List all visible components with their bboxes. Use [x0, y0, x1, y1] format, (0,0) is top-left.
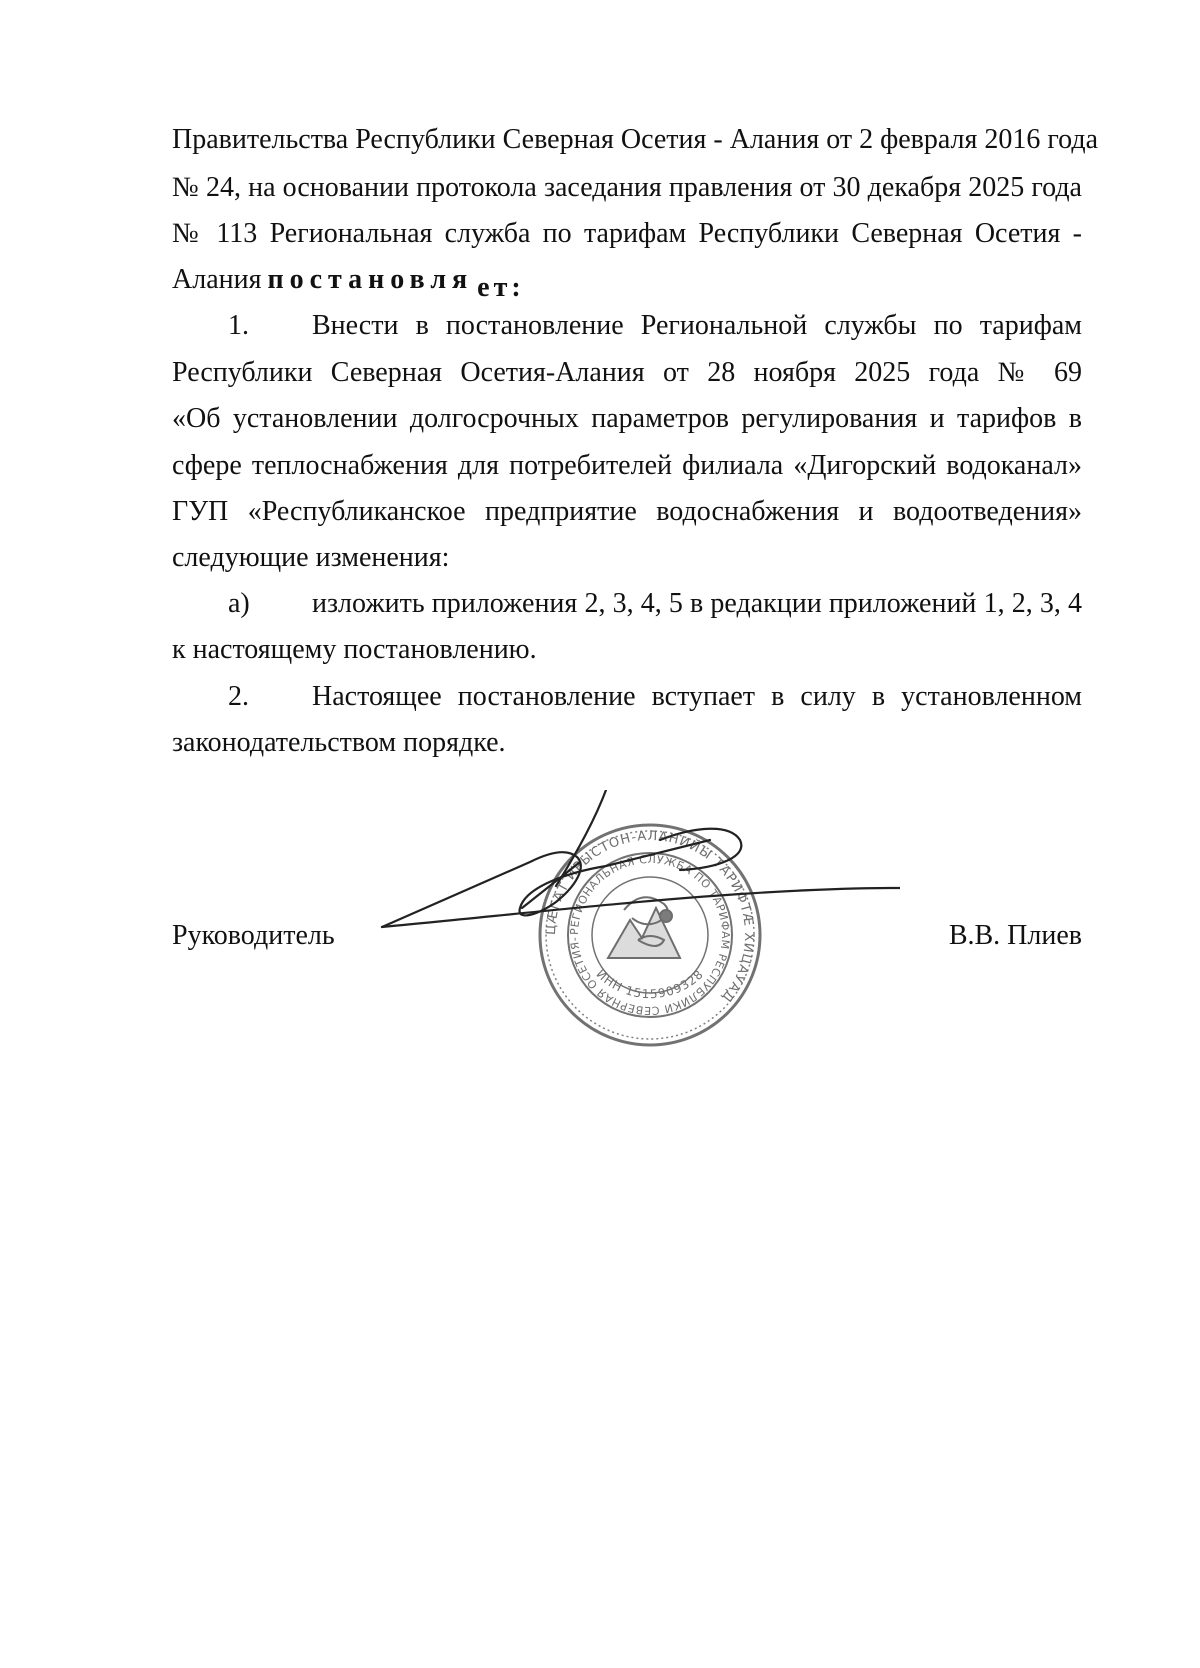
item-1-line-4: сфере теплоснабжения для потребителей филиала «Дигорский водоканал» [172, 450, 1082, 481]
item-1-line-1: Внести в постановление Региональной службы по тарифам [312, 310, 1082, 341]
resolves-word: постановля [267, 264, 474, 295]
item-a-marker: а) [228, 588, 250, 619]
signatory-title: Руководитель [172, 920, 335, 951]
item-a-line-1: изложить приложения 2, 3, 4, 5 в редакции приложений 1, 2, 3, 4 [312, 588, 1082, 619]
item-1-line-5: ГУП «Республиканское предприятие водоснабжения и водоотведения» [172, 496, 1082, 527]
intro-line-3: № 113 Региональная служба по тарифам Республики Северная Осетия - [172, 218, 1082, 249]
item-2-number: 2. [228, 681, 249, 712]
item-2-first-line [172, 679, 1082, 715]
item-1-line-6: следующие изменения: [172, 542, 450, 573]
intro-line-4-prefix: Алания [172, 264, 262, 295]
seal-inn-text: ИНН 1515909328 [593, 966, 707, 1002]
intro-line-4 [172, 262, 1082, 303]
resolves-word-tail: ет: [477, 272, 525, 303]
intro-line-2: № 24, на основании протокола заседания правления от 30 декабря 2025 года [172, 172, 1082, 203]
item-1-line-2: Республики Северная Осетия-Алания от 28 ноября 2025 года № 69 [172, 357, 1082, 388]
item-2-line-2: законодательством порядке. [172, 727, 506, 758]
seal-inner-text: РЕГИОНАЛЬНАЯ СЛУЖБА ПО ТАРИФАМ РЕСПУБЛИКИ СЕВЕРНАЯ ОСЕТИЯ- [567, 852, 733, 1018]
item-2-line-1: Настоящее постановление вступает в силу в установленном [312, 681, 1082, 712]
seal-outer-text: ЦÆГАТ ИРЫСТОН-АЛАНИЙЫ ТАРИФТÆ ХИЦАУАД [543, 828, 757, 1006]
seal-and-signature [380, 790, 900, 1060]
seal-emblem-icon [608, 897, 680, 958]
item-a-line-2: к настоящему постановлению. [172, 634, 537, 665]
item-a-first-line [172, 586, 1082, 622]
item-1-first-line [172, 308, 1082, 344]
item-1-line-3: «Об установлении долгосрочных параметров регулирования и тарифов в [172, 403, 1082, 434]
signatory-name: В.В. Плиев [948, 920, 1082, 951]
item-1-number: 1. [228, 310, 249, 341]
intro-line-1: Правительства Республики Северная Осетия - Алания от 2 февраля 2016 года [172, 124, 1099, 155]
seal-svg [380, 790, 900, 1060]
